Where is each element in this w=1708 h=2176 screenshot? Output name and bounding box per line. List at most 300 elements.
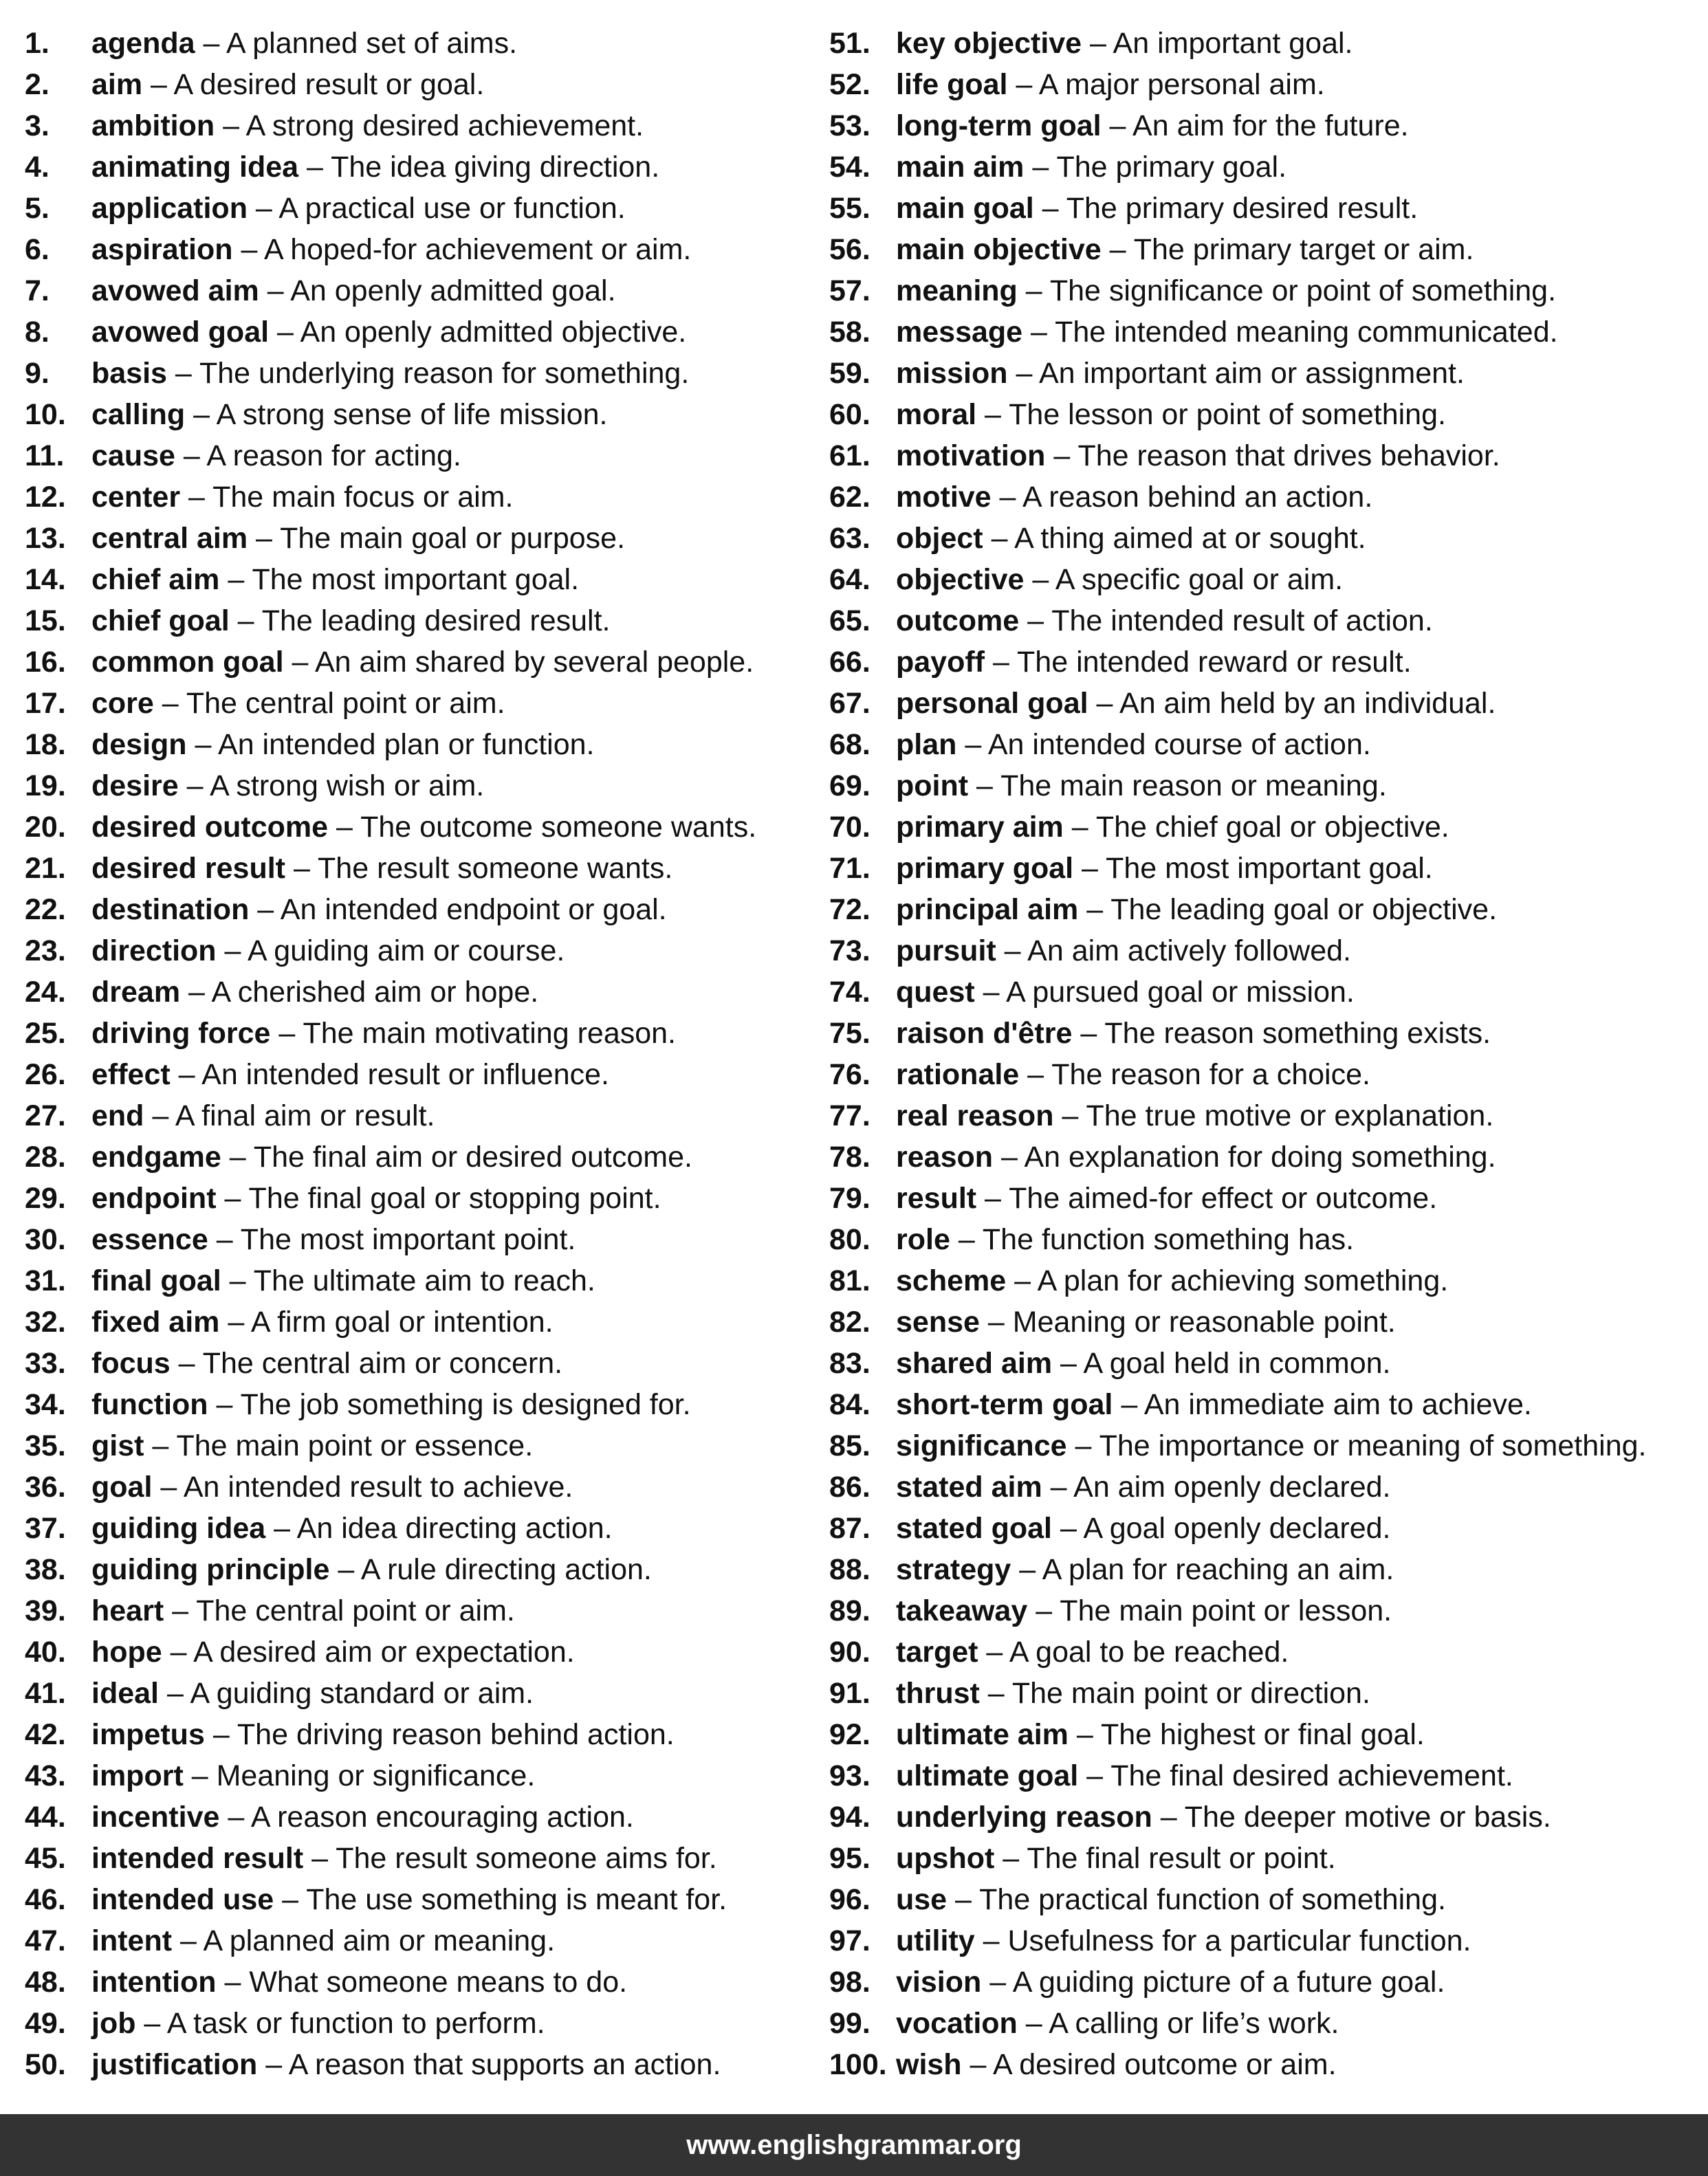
list-item [829, 476, 1699, 518]
item-term: avowed goal [91, 316, 270, 349]
list-item [829, 1136, 1699, 1178]
item-definition: The aimed-for effect or outcome. [1009, 1182, 1438, 1215]
item-definition: A guiding standard or aim. [190, 1677, 534, 1710]
item-term: long-term goal [896, 109, 1102, 142]
item-definition: The leading desired result. [261, 604, 611, 637]
list-item [829, 435, 1699, 476]
list-item [829, 930, 1699, 971]
list-item [25, 23, 815, 64]
item-definition: Meaning or significance. [216, 1759, 536, 1792]
item-term: ultimate aim [896, 1718, 1069, 1751]
item-separator: – [186, 728, 219, 761]
item-number: 20. [25, 811, 66, 844]
list-item [829, 1343, 1699, 1384]
item-definition: A hoped-for achievement or aim. [263, 233, 692, 266]
item-definition: The reason for a choice. [1051, 1058, 1370, 1091]
item-number: 16. [25, 646, 66, 679]
item-definition: The job something is designed for. [240, 1388, 691, 1421]
item-number: 78. [829, 1141, 871, 1174]
item-term: message [896, 316, 1023, 349]
item-number: 74. [829, 976, 871, 1009]
item-definition: An aim held by an individual. [1119, 687, 1496, 720]
item-term: justification [91, 2048, 258, 2081]
item-term: job [91, 2007, 136, 2040]
item-term: thrust [896, 1677, 980, 1710]
item-term: direction [91, 934, 217, 967]
item-number: 25. [25, 1017, 66, 1050]
item-separator: – [1033, 192, 1066, 225]
item-definition: The idea giving direction. [331, 151, 660, 184]
item-number: 36. [25, 1471, 66, 1504]
item-separator: – [183, 1759, 217, 1792]
item-definition: The primary goal. [1056, 151, 1287, 184]
item-separator: – [1024, 151, 1057, 184]
item-number: 96. [829, 1883, 871, 1916]
item-number: 6. [25, 233, 50, 266]
item-separator: – [164, 1594, 197, 1627]
item-separator: – [974, 976, 1007, 1009]
item-separator: – [1007, 68, 1039, 101]
item-number: 95. [829, 1842, 871, 1875]
item-separator: – [298, 151, 331, 184]
item-term: aim [91, 68, 143, 101]
item-definition: The main point or lesson. [1060, 1594, 1392, 1627]
list-item [25, 270, 815, 311]
item-separator: – [215, 109, 246, 142]
list-item [829, 600, 1699, 641]
list-item [25, 683, 815, 724]
item-definition: A planned set of aims. [226, 27, 518, 60]
item-term: intention [91, 1966, 217, 1999]
item-term: utility [896, 1924, 975, 1957]
list-item [829, 394, 1699, 435]
footer-bar [0, 2114, 1708, 2176]
item-term: motivation [896, 439, 1046, 472]
item-definition: A rule directing action. [360, 1553, 652, 1586]
item-number: 70. [829, 811, 871, 844]
item-separator: – [329, 1553, 361, 1586]
item-separator: – [285, 852, 318, 885]
item-term: incentive [91, 1801, 220, 1834]
item-term: ultimate goal [896, 1759, 1079, 1792]
item-separator: – [221, 1264, 254, 1297]
item-number: 60. [829, 398, 871, 431]
item-term: main objective [896, 233, 1102, 266]
list-item [25, 559, 815, 600]
item-term: use [896, 1883, 948, 1916]
item-term: driving force [91, 1017, 271, 1050]
list-item [25, 1301, 815, 1343]
item-definition: The main motivating reason. [303, 1017, 677, 1050]
item-definition: An explanation for doing something. [1024, 1141, 1496, 1174]
list-item [25, 1095, 815, 1136]
list-item [829, 105, 1699, 146]
item-definition: An openly admitted objective. [300, 316, 687, 349]
list-item [25, 1838, 815, 1879]
item-number: 68. [829, 728, 871, 761]
list-item [25, 1549, 815, 1590]
item-number: 89. [829, 1594, 871, 1627]
item-number: 39. [25, 1594, 66, 1627]
list-item [829, 559, 1699, 600]
list-item [25, 1714, 815, 1755]
item-term: point [896, 769, 969, 802]
item-separator: – [985, 646, 1018, 679]
item-definition: A reason encouraging action. [250, 1801, 634, 1834]
item-separator: – [259, 274, 291, 307]
item-separator: – [270, 1017, 303, 1050]
item-term: goal [91, 1471, 153, 1504]
item-number: 43. [25, 1759, 66, 1792]
item-definition: The main goal or purpose. [280, 522, 626, 555]
item-definition: The central point or aim. [186, 687, 505, 720]
item-number: 83. [829, 1347, 871, 1380]
list-item [25, 1755, 815, 1796]
item-term: import [91, 1759, 184, 1792]
item-definition: A calling or life’s work. [1049, 2007, 1339, 2040]
item-separator: – [993, 1141, 1025, 1174]
item-term: payoff [896, 646, 985, 679]
list-item [829, 1260, 1699, 1301]
list-item [829, 1013, 1699, 1054]
item-separator: – [950, 1223, 983, 1256]
item-separator: – [232, 233, 264, 266]
item-term: destination [91, 893, 250, 926]
item-separator: – [979, 1306, 1013, 1339]
item-definition: A reason behind an action. [1022, 481, 1373, 514]
item-separator: – [274, 1883, 307, 1916]
item-term: primary aim [896, 811, 1064, 844]
item-number: 91. [829, 1677, 871, 1710]
item-term: stated aim [896, 1471, 1042, 1504]
item-number: 57. [829, 274, 871, 307]
list-item [829, 1879, 1699, 1920]
list-item [25, 1961, 815, 2003]
item-separator: – [961, 2048, 994, 2081]
item-separator: – [248, 522, 281, 555]
item-separator: – [983, 522, 1015, 555]
item-separator: – [247, 192, 279, 225]
item-definition: The central point or aim. [196, 1594, 515, 1627]
item-number: 35. [25, 1429, 66, 1462]
footer-url: www.englishgrammar.org [686, 2129, 1022, 2160]
item-separator: – [1017, 2007, 1049, 2040]
item-term: wish [896, 2048, 962, 2081]
item-term: vocation [896, 2007, 1018, 2040]
item-number: 34. [25, 1388, 66, 1421]
list-item [829, 641, 1699, 683]
item-term: desire [91, 769, 179, 802]
list-item [829, 1301, 1699, 1343]
item-number: 66. [829, 646, 871, 679]
list-item [25, 1384, 815, 1425]
item-separator: – [170, 1058, 202, 1091]
item-term: function [91, 1388, 208, 1421]
list-item [829, 518, 1699, 559]
item-term: heart [91, 1594, 164, 1627]
item-separator: – [981, 1966, 1013, 1999]
item-number: 44. [25, 1801, 66, 1834]
item-term: focus [91, 1347, 171, 1380]
item-separator: – [144, 1429, 177, 1462]
item-term: outcome [896, 604, 1020, 637]
item-definition: A firm goal or intention. [250, 1306, 554, 1339]
item-separator: – [180, 976, 212, 1009]
item-number: 8. [25, 316, 50, 349]
item-definition: The significance or point of something. [1049, 274, 1557, 307]
item-term: main aim [896, 151, 1025, 184]
list-item [25, 1590, 815, 1631]
list-item [829, 1549, 1699, 1590]
list-item [25, 724, 815, 765]
item-separator: – [195, 27, 226, 60]
item-term: raison d'être [896, 1017, 1073, 1050]
item-definition: An important aim or assignment. [1038, 357, 1465, 390]
list-item [25, 1219, 815, 1260]
item-separator: – [979, 1677, 1012, 1710]
item-separator: – [180, 481, 213, 514]
list-item [829, 188, 1699, 229]
list-item [829, 1714, 1699, 1755]
item-term: effect [91, 1058, 171, 1091]
item-definition: A specific goal or aim. [1055, 563, 1344, 596]
item-term: objective [896, 563, 1025, 596]
item-term: stated goal [896, 1512, 1052, 1545]
item-definition: The highest or final goal. [1100, 1718, 1425, 1751]
item-separator: – [1052, 1512, 1084, 1545]
item-term: center [91, 481, 181, 514]
item-number: 3. [25, 109, 50, 142]
list-item [25, 476, 815, 518]
list-item [25, 930, 815, 971]
item-separator: – [265, 1512, 297, 1545]
item-term: scheme [896, 1264, 1007, 1297]
item-term: agenda [91, 27, 195, 60]
item-definition: An intended result to achieve. [183, 1471, 573, 1504]
item-separator: – [229, 604, 262, 637]
item-separator: – [1152, 1801, 1185, 1834]
item-term: sense [896, 1306, 980, 1339]
item-separator: – [1101, 233, 1134, 266]
item-term: desired outcome [91, 811, 329, 844]
item-number: 97. [829, 1924, 871, 1957]
item-definition: The final desired achievement. [1110, 1759, 1513, 1792]
list-item [829, 971, 1699, 1013]
list-item [829, 1961, 1699, 2003]
item-number: 77. [829, 1099, 871, 1132]
item-term: chief aim [91, 563, 220, 596]
item-number: 100. [829, 2048, 887, 2081]
item-number: 30. [25, 1223, 66, 1256]
item-number: 28. [25, 1141, 66, 1174]
item-number: 45. [25, 1842, 66, 1875]
item-term: endgame [91, 1141, 221, 1174]
item-definition: The main reason or meaning. [1000, 769, 1387, 802]
item-separator: – [1017, 274, 1050, 307]
list-item [25, 518, 815, 559]
item-term: essence [91, 1223, 208, 1256]
item-definition: The driving reason behind action. [237, 1718, 675, 1751]
item-term: pursuit [896, 934, 996, 967]
item-definition: The chief goal or objective. [1095, 811, 1449, 844]
list-item [25, 2044, 815, 2085]
list-item [25, 435, 815, 476]
item-separator: – [185, 398, 217, 431]
item-separator: – [1063, 811, 1096, 844]
item-number: 75. [829, 1017, 871, 1050]
item-number: 18. [25, 728, 66, 761]
list-item [25, 311, 815, 353]
item-number: 48. [25, 1966, 66, 1999]
item-term: personal goal [896, 687, 1088, 720]
item-term: avowed aim [91, 274, 259, 307]
item-number: 22. [25, 893, 66, 926]
item-term: plan [896, 728, 957, 761]
list-item [25, 64, 815, 105]
item-separator: – [1011, 1553, 1042, 1586]
item-term: ideal [91, 1677, 159, 1710]
list-item [25, 1879, 815, 1920]
list-item [829, 806, 1699, 848]
item-separator: – [1088, 687, 1120, 720]
list-item [829, 1219, 1699, 1260]
item-separator: – [219, 563, 252, 596]
item-definition: An aim actively followed. [1027, 934, 1351, 967]
list-item [829, 2044, 1699, 2085]
item-definition: An aim shared by several people. [314, 646, 754, 679]
item-separator: – [178, 769, 210, 802]
list-item [829, 848, 1699, 889]
item-number: 7. [25, 274, 50, 307]
item-separator: – [976, 398, 1009, 431]
word-list-left-column [25, 23, 815, 2085]
item-term: intended result [91, 1842, 304, 1875]
item-definition: The final goal or stopping point. [248, 1182, 661, 1215]
list-item [829, 64, 1699, 105]
item-definition: The importance or meaning of something. [1099, 1429, 1647, 1462]
item-number: 32. [25, 1306, 66, 1339]
item-term: moral [896, 398, 977, 431]
item-term: role [896, 1223, 950, 1256]
list-item [829, 146, 1699, 188]
item-term: calling [91, 398, 186, 431]
item-definition: The reason something exists. [1104, 1017, 1491, 1050]
item-definition: The underlying reason for something. [199, 357, 690, 390]
list-item [25, 188, 815, 229]
list-item [829, 1054, 1699, 1095]
list-item [829, 1508, 1699, 1549]
item-separator: – [991, 481, 1023, 514]
item-definition: The result someone aims for. [336, 1842, 717, 1875]
item-separator: – [1072, 1017, 1105, 1050]
item-definition: A guiding picture of a future goal. [1012, 1966, 1445, 1999]
item-definition: A plan for achieving something. [1037, 1264, 1449, 1297]
list-item [829, 1920, 1699, 1961]
item-definition: A major personal aim. [1038, 68, 1325, 101]
item-definition: The intended meaning communicated. [1055, 316, 1558, 349]
item-definition: A reason for acting. [206, 439, 461, 472]
item-term: object [896, 522, 983, 555]
item-definition: An openly admitted goal. [290, 274, 616, 307]
item-number: 71. [829, 852, 871, 885]
item-number: 88. [829, 1553, 871, 1586]
item-term: central aim [91, 522, 248, 555]
item-definition: The function something has. [982, 1223, 1355, 1256]
list-item [25, 2003, 815, 2044]
item-definition: An aim openly declared. [1073, 1471, 1391, 1504]
item-separator: – [303, 1842, 336, 1875]
item-definition: Usefulness for a particular function. [1007, 1924, 1471, 1957]
list-item [829, 889, 1699, 930]
list-item [25, 806, 815, 848]
item-term: cause [91, 439, 175, 472]
list-item [829, 765, 1699, 806]
list-item [829, 1095, 1699, 1136]
item-definition: The main point or direction. [1011, 1677, 1370, 1710]
item-separator: – [153, 687, 186, 720]
list-item [25, 1343, 815, 1384]
item-separator: – [166, 357, 199, 390]
item-number: 86. [829, 1471, 871, 1504]
word-list-right-column [829, 23, 1699, 2085]
item-definition: A desired result or goal. [173, 68, 485, 101]
item-definition: A guiding aim or course. [248, 934, 565, 967]
item-separator: – [1073, 852, 1106, 885]
item-definition: The intended result of action. [1051, 604, 1433, 637]
item-number: 1. [25, 27, 50, 60]
item-term: dream [91, 976, 181, 1009]
list-item [829, 1673, 1699, 1714]
list-item [829, 229, 1699, 270]
item-number: 58. [829, 316, 871, 349]
item-definition: A desired aim or expectation. [193, 1636, 575, 1669]
item-term: target [896, 1636, 978, 1669]
item-number: 13. [25, 522, 66, 555]
item-separator: – [216, 934, 248, 967]
item-separator: – [283, 646, 315, 679]
list-item [25, 229, 815, 270]
item-number: 65. [829, 604, 871, 637]
item-term: endpoint [91, 1182, 217, 1215]
item-separator: – [978, 1636, 1009, 1669]
item-number: 2. [25, 68, 50, 101]
item-separator: – [204, 1718, 237, 1751]
item-number: 72. [829, 893, 871, 926]
item-term: strategy [896, 1553, 1011, 1586]
item-number: 87. [829, 1512, 871, 1545]
item-number: 94. [829, 1801, 871, 1834]
item-number: 98. [829, 1966, 871, 1999]
list-item [25, 600, 815, 641]
item-definition: An intended endpoint or goal. [280, 893, 667, 926]
item-number: 15. [25, 604, 66, 637]
list-item [25, 1466, 815, 1508]
item-separator: – [1027, 1594, 1060, 1627]
item-separator: – [1052, 1347, 1084, 1380]
item-definition: The leading goal or objective. [1110, 893, 1498, 926]
list-item [25, 1260, 815, 1301]
item-number: 82. [829, 1306, 871, 1339]
item-term: primary goal [896, 852, 1074, 885]
item-number: 50. [25, 2048, 66, 2081]
item-number: 5. [25, 192, 50, 225]
item-separator: – [1007, 357, 1039, 390]
item-term: takeaway [896, 1594, 1028, 1627]
item-number: 79. [829, 1182, 871, 1215]
item-term: end [91, 1099, 144, 1132]
item-separator: – [1022, 316, 1055, 349]
item-definition: A task or function to perform. [166, 2007, 545, 2040]
